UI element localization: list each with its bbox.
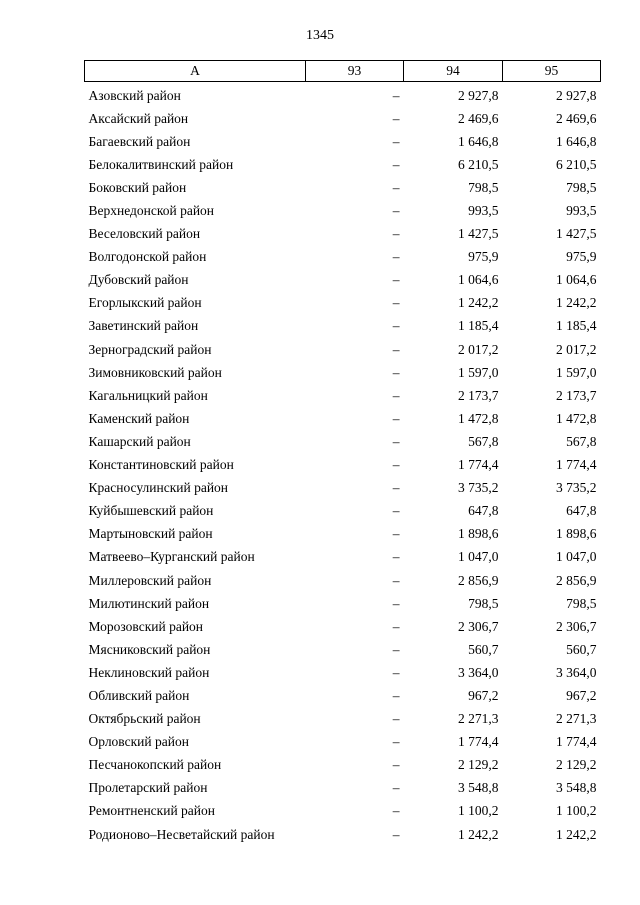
- value-95-cell: 567,8: [566, 433, 597, 449]
- value-93-cell: –: [392, 364, 400, 380]
- value-95-cell: 967,2: [566, 687, 597, 703]
- value-95-cell: 798,5: [566, 595, 597, 611]
- value-95-cell: 1 242,2: [556, 295, 597, 311]
- value-94-cell: 993,5: [468, 203, 499, 219]
- value-93-cell: –: [392, 249, 400, 265]
- value-94-cell: 3 735,2: [458, 480, 499, 496]
- value-93-cell: –: [392, 711, 400, 727]
- header-cell-95: 95: [503, 61, 601, 82]
- header-row: [85, 61, 601, 82]
- value-94-cell: 798,5: [468, 179, 499, 195]
- district-name-cell: Кашарский район: [88, 433, 191, 449]
- table-row: [85, 199, 601, 222]
- value-93-cell: –: [392, 664, 400, 680]
- district-name-cell: Обливский район: [88, 687, 190, 703]
- value-95-cell: 1 898,6: [556, 526, 597, 542]
- district-name-cell: Аксайский район: [88, 110, 189, 126]
- value-94-cell: 1 774,4: [458, 734, 499, 750]
- table-row: [85, 592, 601, 615]
- value-93-cell: –: [392, 318, 400, 334]
- value-93-cell: –: [392, 503, 400, 519]
- district-name-cell: Миллеровский район: [88, 572, 212, 588]
- table-row: [85, 176, 601, 199]
- page-number: 1345: [306, 28, 334, 43]
- value-95-cell: 6 210,5: [556, 156, 597, 172]
- value-94-cell: 2 271,3: [458, 711, 499, 727]
- value-95-cell: 1 064,6: [556, 272, 597, 288]
- value-95-cell: 2 129,2: [556, 757, 597, 773]
- district-name-cell: Ремонтненский район: [88, 803, 215, 819]
- district-name-cell: Пролетарский район: [88, 780, 208, 796]
- value-95-cell: 993,5: [566, 203, 597, 219]
- value-93-cell: –: [392, 179, 400, 195]
- value-94-cell: 1 597,0: [458, 364, 499, 380]
- table-row: [85, 708, 601, 731]
- value-95-cell: 2 856,9: [556, 572, 597, 588]
- value-93-cell: –: [392, 295, 400, 311]
- table-row: [85, 361, 601, 384]
- value-93-cell: –: [392, 480, 400, 496]
- value-94-cell: 1 427,5: [458, 226, 499, 242]
- district-name-cell: Заветинский район: [88, 318, 199, 334]
- table-row: [85, 661, 601, 684]
- district-name-cell: Волгодонской район: [88, 249, 207, 265]
- district-name-cell: Октябрьский район: [88, 711, 201, 727]
- table-row: [85, 246, 601, 269]
- value-94-cell: 1 646,8: [458, 133, 499, 149]
- value-94-cell: 2 856,9: [458, 572, 499, 588]
- header-cell-93: 93: [306, 61, 404, 82]
- value-93-cell: –: [392, 826, 400, 842]
- district-name-cell: Каменский район: [88, 410, 190, 426]
- value-95-cell: 3 735,2: [556, 480, 597, 496]
- value-95-cell: 1 774,4: [556, 457, 597, 473]
- value-93-cell: –: [392, 203, 400, 219]
- table-row: [85, 684, 601, 707]
- value-95-cell: 1 597,0: [556, 364, 597, 380]
- value-94-cell: 1 242,2: [458, 826, 499, 842]
- value-95-cell: 1 646,8: [556, 133, 597, 149]
- value-95-cell: 2 017,2: [556, 341, 597, 357]
- table-row: [85, 153, 601, 176]
- value-95-cell: 1 427,5: [556, 226, 597, 242]
- header-cell-94: 94: [404, 61, 503, 82]
- value-93-cell: –: [392, 226, 400, 242]
- district-name-cell: Азовский район: [88, 87, 181, 103]
- value-93-cell: –: [392, 687, 400, 703]
- value-95-cell: 647,8: [566, 503, 597, 519]
- value-93-cell: –: [392, 87, 400, 103]
- district-name-cell: Куйбышевский район: [88, 503, 214, 519]
- value-94-cell: 3 548,8: [458, 780, 499, 796]
- value-94-cell: 967,2: [468, 687, 499, 703]
- value-94-cell: 1 047,0: [458, 549, 499, 565]
- value-93-cell: –: [392, 433, 400, 449]
- table-row: [85, 523, 601, 546]
- value-95-cell: 1 100,2: [556, 803, 597, 819]
- value-93-cell: –: [392, 595, 400, 611]
- value-95-cell: 975,9: [566, 249, 597, 265]
- district-name-cell: Зимовниковский район: [88, 364, 222, 380]
- district-name-cell: Орловский район: [88, 734, 189, 750]
- value-95-cell: 560,7: [566, 641, 597, 657]
- value-93-cell: –: [392, 387, 400, 403]
- value-93-cell: –: [392, 272, 400, 288]
- value-94-cell: 2 173,7: [458, 387, 499, 403]
- table-row: [85, 454, 601, 477]
- table-row: [85, 407, 601, 430]
- value-94-cell: 567,8: [468, 433, 499, 449]
- table-row: [85, 477, 601, 500]
- value-94-cell: 2 927,8: [458, 87, 499, 103]
- value-95-cell: 2 173,7: [556, 387, 597, 403]
- table-row: [85, 130, 601, 153]
- table-row: [85, 638, 601, 661]
- district-name-cell: Егорлыкский район: [88, 295, 202, 311]
- district-name-cell: Дубовский район: [88, 272, 189, 288]
- table-row: [85, 223, 601, 246]
- table-row: [85, 800, 601, 823]
- value-94-cell: 647,8: [468, 503, 499, 519]
- value-94-cell: 6 210,5: [458, 156, 499, 172]
- district-name-cell: Кагальницкий район: [88, 387, 208, 403]
- district-name-cell: Милютинский район: [88, 595, 210, 611]
- value-95-cell: 798,5: [566, 179, 597, 195]
- value-94-cell: 2 469,6: [458, 110, 499, 126]
- value-93-cell: –: [392, 341, 400, 357]
- table-row: [85, 615, 601, 638]
- value-95-cell: 2 469,6: [556, 110, 597, 126]
- value-93-cell: –: [392, 526, 400, 542]
- district-name-cell: Белокалитвинский район: [88, 156, 234, 172]
- table-header: [85, 61, 601, 82]
- header-cell-a: А: [85, 61, 306, 82]
- district-name-cell: Багаевский район: [88, 133, 191, 149]
- budget-table: [84, 60, 601, 846]
- district-name-cell: Родионово–Несветайский район: [88, 826, 275, 842]
- value-93-cell: –: [392, 410, 400, 426]
- value-94-cell: 975,9: [468, 249, 499, 265]
- district-name-cell: Матвеево–Курганский район: [88, 549, 255, 565]
- table-row: [85, 82, 601, 108]
- value-94-cell: 798,5: [468, 595, 499, 611]
- table-row: [85, 430, 601, 453]
- value-94-cell: 1 774,4: [458, 457, 499, 473]
- value-94-cell: 560,7: [468, 641, 499, 657]
- value-95-cell: 3 548,8: [556, 780, 597, 796]
- value-93-cell: –: [392, 618, 400, 634]
- value-93-cell: –: [392, 156, 400, 172]
- district-name-cell: Неклиновский район: [88, 664, 210, 680]
- value-93-cell: –: [392, 457, 400, 473]
- value-94-cell: 2 306,7: [458, 618, 499, 634]
- value-93-cell: –: [392, 734, 400, 750]
- value-95-cell: 3 364,0: [556, 664, 597, 680]
- table-body: [85, 82, 601, 847]
- district-name-cell: Мясниковский район: [88, 641, 211, 657]
- table-row: [85, 269, 601, 292]
- value-93-cell: –: [392, 549, 400, 565]
- value-94-cell: 1 100,2: [458, 803, 499, 819]
- table-row: [85, 292, 601, 315]
- value-94-cell: 1 242,2: [458, 295, 499, 311]
- table-row: [85, 731, 601, 754]
- table-row: [85, 569, 601, 592]
- value-94-cell: 3 364,0: [458, 664, 499, 680]
- district-name-cell: Верхнедонской район: [88, 203, 215, 219]
- value-93-cell: –: [392, 757, 400, 773]
- value-93-cell: –: [392, 110, 400, 126]
- table-row: [85, 107, 601, 130]
- value-94-cell: 1 472,8: [458, 410, 499, 426]
- value-93-cell: –: [392, 641, 400, 657]
- value-95-cell: 2 927,8: [556, 87, 597, 103]
- value-94-cell: 1 898,6: [458, 526, 499, 542]
- table-row: [85, 338, 601, 361]
- value-93-cell: –: [392, 133, 400, 149]
- table-row: [85, 546, 601, 569]
- district-name-cell: Константиновский район: [88, 457, 234, 473]
- value-95-cell: 2 306,7: [556, 618, 597, 634]
- district-name-cell: Зерноградский район: [88, 341, 212, 357]
- value-95-cell: 1 047,0: [556, 549, 597, 565]
- table-row: [85, 823, 601, 846]
- district-name-cell: Боковский район: [88, 179, 187, 195]
- table-row: [85, 315, 601, 338]
- value-95-cell: 2 271,3: [556, 711, 597, 727]
- table-row: [85, 384, 601, 407]
- table-row: [85, 500, 601, 523]
- district-name-cell: Морозовский район: [88, 618, 204, 634]
- value-94-cell: 1 185,4: [458, 318, 499, 334]
- value-93-cell: –: [392, 572, 400, 588]
- table-row: [85, 777, 601, 800]
- district-name-cell: Песчанокопский район: [88, 757, 222, 773]
- value-93-cell: –: [392, 780, 400, 796]
- value-94-cell: 2 017,2: [458, 341, 499, 357]
- value-94-cell: 1 064,6: [458, 272, 499, 288]
- value-94-cell: 2 129,2: [458, 757, 499, 773]
- value-95-cell: 1 185,4: [556, 318, 597, 334]
- value-95-cell: 1 242,2: [556, 826, 597, 842]
- district-name-cell: Веселовский район: [88, 226, 201, 242]
- value-95-cell: 1 774,4: [556, 734, 597, 750]
- table-row: [85, 754, 601, 777]
- value-93-cell: –: [392, 803, 400, 819]
- district-name-cell: Красносулинский район: [88, 480, 229, 496]
- value-95-cell: 1 472,8: [556, 410, 597, 426]
- district-name-cell: Мартыновский район: [88, 526, 213, 542]
